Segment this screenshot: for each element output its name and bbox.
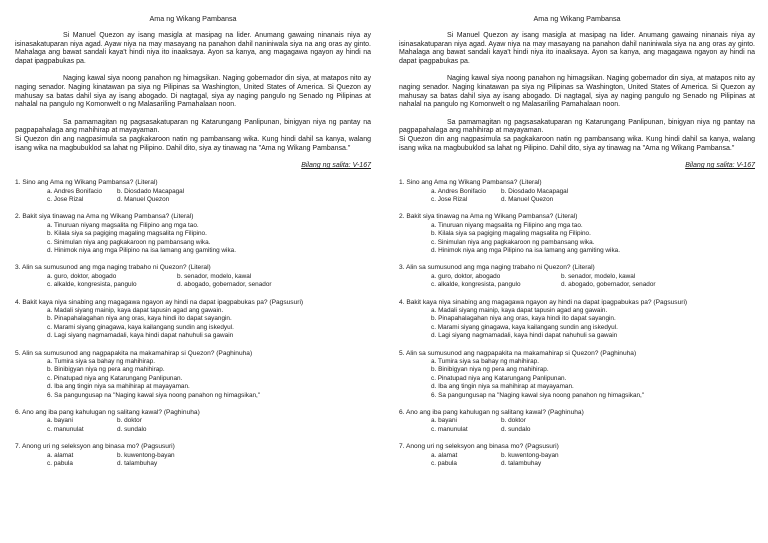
answer-options (47, 307, 371, 341)
question-text: 2. Bakit siya tinawag na Ama ng Wikang Pambansa? (Literal) (15, 213, 194, 221)
answer-options (431, 188, 755, 205)
question-text: 5. Alin sa sumusunod ang nagpapakita na makamahirap si Quezon? (Paghinuha) (15, 349, 253, 357)
answer-options (47, 452, 371, 469)
answer-option[interactable]: d. abogado, gobernador, senador (561, 281, 656, 289)
question-item (15, 264, 371, 289)
story-paragraph-4: Si Quezon din ang nagpasimula sa pagkakaroon natin ng pambansang wika. Kung hindi dahil sa kanya, walang isang wika na magbubuklod sa lahat ng Pilipino. Dahil dito, siya ay tinawag na "Ama ng Wikang Pambansa." (399, 135, 755, 152)
answer-options (47, 417, 371, 434)
answer-option[interactable]: c. manunulat (47, 425, 84, 433)
question-text: 2. Bakit siya tinawag na Ama ng Wikang Pambansa? (Literal) (399, 213, 578, 221)
question-item (399, 443, 755, 468)
story-paragraph-1: Si Manuel Quezon ay isang masigla at masipag na lider. Anumang gawaing ninanais niya ay isinasakatuparan niya agad. Ayaw niya na may masayang na panahon dahil naniniwala siya na ang oras ay ginto. Mahalaga ang bawat sandali kaya't hindi niya ito inaaksaya. Ayon sa kanya, ang magagawa ngayon ay hindi na dapat ipagpabukas pa. (399, 32, 755, 65)
answer-option[interactable]: c. Pinatupad niya ang Katarungang Panlipunan. (47, 374, 183, 382)
answer-option[interactable]: a. guro, doktor, abogado (47, 272, 117, 280)
answer-option[interactable]: c. pabula (47, 460, 73, 468)
answer-option[interactable]: d. talambuhay (501, 460, 542, 468)
question-text: 4. Bakit kaya niya sinabing ang magagawa ngayon ay hindi na dapat ipagpabukas pa? (Pagsusuri) (399, 298, 688, 306)
answer-option[interactable]: b. Binibigyan niya ng pera ang mahihirap. (47, 366, 165, 374)
answer-option[interactable]: a. Tinuruan niyang magsalita ng Filipino ang mga tao. (431, 221, 583, 229)
answer-option[interactable]: d. Hinimok niya ang mga Pilipino na isa lamang ang gamiting wika. (47, 246, 236, 254)
answer-option[interactable]: d. Iba ang tingin niya sa mahihirap at mayayaman. (47, 383, 190, 391)
answer-option[interactable]: b. Binibigyan niya ng pera ang mahihirap. (431, 366, 549, 374)
word-count-label: Bilang ng salita: V-167 (301, 162, 371, 170)
answer-options (47, 188, 371, 205)
answer-option[interactable]: d. Manuel Quezon (117, 195, 170, 203)
answer-option[interactable]: b. Pinapahalagahan niya ang oras, kaya hindi ito dapat sayangin. (431, 315, 616, 323)
answer-option[interactable]: a. bayani (47, 417, 73, 425)
answer-option[interactable]: a. alamat (431, 451, 458, 459)
answer-option[interactable]: 6. Sa pangungusap na "Naging kawal siya noong panahon ng himagsikan," (431, 391, 645, 399)
answer-option[interactable]: b. kuwentong-bayan (117, 451, 175, 459)
story-paragraph-4: Si Quezon din ang nagpasimula sa pagkakaroon natin ng pambansang wika. Kung hindi dahil sa kanya, walang isang wika na magbubuklod sa lahat ng Pilipino. Dahil dito, siya ay tinawag na "Ama ng Wikang Pambansa." (15, 135, 371, 152)
answer-option[interactable]: a. Madali siyang mainip, kaya dapat tapusin agad ang gawain. (431, 307, 608, 314)
story-paragraph-2: Naging kawal siya noong panahon ng himagsikan. Naging gobernador din siya, at matapos nito ay naging senador. Naging kinatawan pa siya ng Pilipinas sa Washington, United States of America. Si Quezon ay mahusay sa batas dahil siya ay isang abogado. Di nagtagal, siya ay naging pangulo ng Senado ng Pilipinas at nahalal na pangulo ng Komonwelt o ng Malasariling Pamahalaan noon. (15, 75, 371, 109)
question-text: 1. Sino ang Ama ng Wikang Pambansa? (Literal) (15, 179, 158, 187)
question-item (399, 213, 755, 255)
answer-option[interactable]: c. Jose Rizal (47, 195, 84, 203)
story-paragraph-3: Sa pamamagitan ng pagsasakatuparan ng Katarungang Panlipunan, binigyan niya ng pantay na pagpapahalaga ang mahihirap at mayayaman. (15, 118, 371, 135)
question-text: 6. Ano ang iba pang kahulugan ng salitang kawal? (Paghinuha) (399, 409, 584, 417)
answer-option[interactable]: d. talambuhay (117, 460, 158, 468)
story-paragraph-3: Sa pamamagitan ng pagsasakatuparan ng Katarungang Panlipunan, binigyan niya ng pantay na pagpapahalaga ang mahihirap at mayayaman. (399, 118, 755, 135)
question-item (15, 299, 371, 341)
answer-option[interactable]: b. kuwentong-bayan (501, 451, 559, 459)
question-item (15, 179, 371, 204)
answer-option[interactable]: a. Tumira siya sa bahay ng mahihirap. (431, 358, 539, 366)
answer-option[interactable]: d. Iba ang tingin niya sa mahihirap at mayayaman. (431, 383, 574, 391)
question-text: 7. Anong uri ng seleksyon ang binasa mo? (Pagsusuri) (399, 443, 559, 451)
answer-option[interactable]: a. Andres Bonifacio (431, 187, 487, 195)
question-item (399, 409, 755, 434)
answer-options (431, 222, 755, 256)
question-item (399, 179, 755, 204)
answer-options (431, 273, 755, 290)
answer-option[interactable]: d. abogado, gobernador, senador (177, 281, 272, 289)
answer-option[interactable]: d. Hinimok niya ang mga Pilipino na isa lamang ang gamiting wika. (431, 246, 620, 254)
answer-option[interactable]: b. doktor (501, 417, 526, 425)
answer-option[interactable]: c. alkalde, kongresista, pangulo (47, 281, 137, 289)
answer-option[interactable]: a. bayani (431, 417, 457, 425)
word-count-label: Bilang ng salita: V-167 (685, 162, 755, 170)
question-list (15, 179, 371, 468)
answer-option[interactable]: d. Manuel Quezon (501, 195, 554, 203)
answer-option[interactable]: d. sundalo (501, 425, 531, 433)
question-text: 1. Sino ang Ama ng Wikang Pambansa? (Literal) (399, 179, 542, 187)
answer-option[interactable]: c. Pinatupad niya ang Katarungang Panlipunan. (431, 374, 567, 382)
answer-option[interactable]: c. Jose Rizal (431, 195, 468, 203)
question-item (15, 350, 371, 400)
answer-options (431, 307, 755, 341)
question-text: 3. Alin sa sumusunod ang mga naging trabaho ni Quezon? (Literal) (399, 264, 595, 272)
answer-option[interactable]: c. Sinimulan niya ang pagkakaroon ng pambansang wika. (431, 238, 595, 246)
question-item (399, 264, 755, 289)
answer-option[interactable]: c. manunulat (431, 425, 468, 433)
answer-option[interactable]: b. Kilala siya sa pagiging magaling magsalita ng Filipino. (431, 230, 591, 238)
answer-option[interactable]: b. doktor (117, 417, 142, 425)
answer-option[interactable]: c. Marami siyang ginagawa, kaya kailangang sundin ang iskedyul. (47, 323, 234, 331)
question-item (15, 409, 371, 434)
answer-option[interactable]: d. Lagi siyang nagmamadali, kaya hindi dapat nahuhuli sa gawain (47, 332, 234, 340)
answer-option[interactable]: b. senador, modelo, kawal (177, 272, 252, 280)
question-item (399, 350, 755, 400)
worksheet-page-right (384, 0, 768, 543)
answer-option[interactable]: a. Andres Bonifacio (47, 187, 103, 195)
answer-option[interactable]: c. pabula (431, 460, 457, 468)
question-list (399, 179, 755, 468)
answer-option[interactable]: b. Diosdado Macapagal (501, 187, 569, 195)
answer-option[interactable]: a. Tinuruan niyang magsalita ng Filipino ang mga tao. (47, 221, 199, 229)
answer-option[interactable]: a. guro, doktor, abogado (431, 272, 501, 280)
answer-options (431, 358, 755, 400)
answer-option[interactable]: d. Lagi siyang nagmamadali, kaya hindi dapat nahuhuli sa gawain (431, 332, 618, 340)
answer-option[interactable]: b. Pinapahalagahan niya ang oras, kaya hindi ito dapat sayangin. (47, 315, 232, 323)
story-paragraph-1: Si Manuel Quezon ay isang masigla at masipag na lider. Anumang gawaing ninanais niya ay isinasakatuparan niya agad. Ayaw niya na may masayang na panahon dahil naniniwala siya na ang oras ay ginto. Mahalaga ang bawat sandali kaya't hindi niya ito inaaksaya. Ayon sa kanya, ang magagawa ngayon ay hindi na dapat ipagpabukas pa. (15, 32, 371, 65)
question-text: 5. Alin sa sumusunod ang nagpapakita na makamahirap si Quezon? (Paghinuha) (399, 349, 637, 357)
story-paragraph-2: Naging kawal siya noong panahon ng himagsikan. Naging gobernador din siya, at matapos nito ay naging senador. Naging kinatawan pa siya ng Pilipinas sa Washington, United States of America. Si Quezon ay mahusay sa batas dahil siya ay isang abogado. Di nagtagal, siya ay naging pangulo ng Senado ng Pilipinas at nahalal na pangulo ng Komonwelt o ng Malasariling Pamahalaan noon. (399, 75, 755, 109)
answer-option[interactable]: 6. Sa pangungusap na "Naging kawal siya noong panahon ng himagsikan," (47, 391, 261, 399)
question-item (15, 213, 371, 255)
answer-option[interactable]: d. sundalo (117, 425, 147, 433)
question-item (399, 299, 755, 341)
question-text: 3. Alin sa sumusunod ang mga naging trabaho ni Quezon? (Literal) (15, 264, 211, 272)
answer-option[interactable]: a. alamat (47, 451, 74, 459)
answer-option[interactable]: a. Madali siyang mainip, kaya dapat tapusin agad ang gawain. (47, 307, 224, 314)
answer-option[interactable]: b. Kilala siya sa pagiging magaling magsalita ng Filipino. (47, 230, 207, 238)
answer-option[interactable]: b. Diosdado Macapagal (117, 187, 185, 195)
answer-option[interactable]: c. Marami siyang ginagawa, kaya kailangang sundin ang iskedyul. (431, 323, 618, 331)
answer-options (47, 358, 371, 400)
question-item (15, 443, 371, 468)
answer-option[interactable]: b. senador, modelo, kawal (561, 272, 636, 280)
answer-options (431, 417, 755, 434)
question-text: 7. Anong uri ng seleksyon ang binasa mo? (Pagsusuri) (15, 443, 175, 451)
page-title: Ama ng Wikang Pambansa (149, 14, 237, 23)
answer-options (431, 452, 755, 469)
page-title: Ama ng Wikang Pambansa (533, 14, 621, 23)
answer-option[interactable]: c. Sinimulan niya ang pagkakaroon ng pambansang wika. (47, 238, 211, 246)
question-text: 6. Ano ang iba pang kahulugan ng salitang kawal? (Paghinuha) (15, 409, 200, 417)
answer-option[interactable]: a. Tumira siya sa bahay ng mahihirap. (47, 358, 155, 366)
answer-option[interactable]: c. alkalde, kongresista, pangulo (431, 281, 521, 289)
answer-options (47, 222, 371, 256)
answer-options (47, 273, 371, 290)
question-text: 4. Bakit kaya niya sinabing ang magagawa ngayon ay hindi na dapat ipagpabukas pa? (Pagsusuri) (15, 298, 304, 306)
